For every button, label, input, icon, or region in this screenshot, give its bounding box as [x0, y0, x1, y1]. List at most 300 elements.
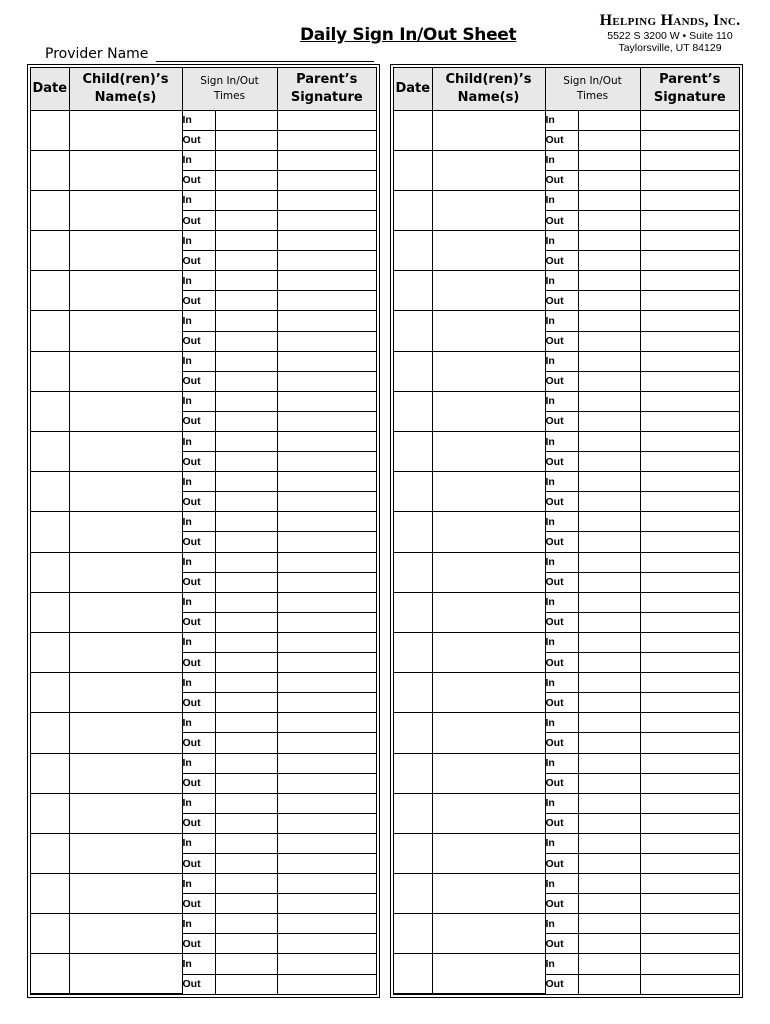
sign-in-time-cell[interactable]	[578, 874, 640, 894]
sign-in-time-cell[interactable]	[215, 632, 277, 652]
sign-in-label: In	[545, 190, 578, 210]
parent-signature-out-cell[interactable]	[640, 210, 739, 230]
date-cell[interactable]	[31, 833, 69, 873]
parent-signature-in-cell[interactable]	[640, 592, 739, 612]
sign-in-time-cell[interactable]	[215, 110, 277, 130]
sign-out-time-cell[interactable]	[578, 894, 640, 914]
child-name-cell[interactable]	[69, 713, 182, 753]
sign-out-label: Out	[182, 452, 215, 472]
sign-out-time-cell[interactable]	[215, 693, 277, 713]
child-name-cell[interactable]	[69, 391, 182, 431]
child-name-cell[interactable]	[69, 271, 182, 311]
sign-in-time-cell[interactable]	[578, 391, 640, 411]
sign-out-label: Out	[545, 813, 578, 833]
parent-signature-out-cell[interactable]	[277, 170, 376, 190]
date-cell[interactable]	[31, 110, 69, 150]
child-name-cell[interactable]	[69, 432, 182, 472]
date-cell[interactable]	[394, 713, 432, 753]
child-name-cell[interactable]	[432, 954, 545, 994]
sign-in-label: In	[545, 833, 578, 853]
table-row	[394, 713, 739, 733]
parent-signature-in-cell[interactable]	[277, 110, 376, 130]
sign-out-time-cell[interactable]	[215, 733, 277, 753]
sign-out-time-cell[interactable]	[578, 331, 640, 351]
sign-in-time-cell[interactable]	[215, 793, 277, 813]
sign-out-time-cell[interactable]	[215, 492, 277, 512]
child-name-cell[interactable]	[432, 713, 545, 753]
date-cell[interactable]	[31, 753, 69, 793]
header-times	[182, 68, 277, 110]
parent-signature-out-cell[interactable]	[277, 974, 376, 993]
child-name-cell[interactable]	[432, 190, 545, 230]
parent-signature-out-cell[interactable]	[640, 130, 739, 150]
parent-signature-out-cell[interactable]	[640, 331, 739, 351]
sign-in-time-cell[interactable]	[578, 472, 640, 492]
sign-out-time-cell[interactable]	[578, 813, 640, 833]
sign-in-time-cell[interactable]	[215, 391, 277, 411]
sign-out-label: Out	[545, 894, 578, 914]
child-name-cell[interactable]	[69, 753, 182, 793]
date-cell[interactable]	[394, 432, 432, 472]
child-name-cell[interactable]	[432, 231, 545, 271]
date-cell[interactable]	[394, 874, 432, 914]
sign-in-time-cell[interactable]	[215, 753, 277, 773]
sign-out-time-cell[interactable]	[215, 170, 277, 190]
company-name: Helping Hands, Inc.	[599, 12, 741, 29]
date-cell[interactable]	[394, 110, 432, 150]
sign-out-time-cell[interactable]	[215, 130, 277, 150]
parent-signature-out-cell[interactable]	[640, 733, 739, 753]
table-row	[394, 231, 739, 251]
sign-out-label: Out	[545, 331, 578, 351]
sign-in-time-cell[interactable]	[578, 592, 640, 612]
parent-signature-out-cell[interactable]	[640, 853, 739, 873]
sign-out-time-cell[interactable]	[215, 452, 277, 472]
sign-out-time-cell[interactable]	[215, 653, 277, 673]
sign-in-time-cell[interactable]	[578, 190, 640, 210]
date-cell[interactable]	[31, 632, 69, 672]
parent-signature-out-cell[interactable]	[277, 210, 376, 230]
child-name-cell[interactable]	[432, 512, 545, 552]
sign-in-time-cell[interactable]	[578, 713, 640, 733]
parent-signature-in-cell[interactable]	[277, 592, 376, 612]
sign-out-time-cell[interactable]	[215, 331, 277, 351]
sign-out-label: Out	[545, 572, 578, 592]
header-children	[69, 68, 182, 110]
sign-out-time-cell[interactable]	[215, 773, 277, 793]
sign-in-time-cell[interactable]	[215, 833, 277, 853]
parent-signature-in-cell[interactable]	[640, 954, 739, 974]
parent-signature-in-cell[interactable]	[640, 793, 739, 813]
sign-in-time-cell[interactable]	[578, 673, 640, 693]
child-name-cell[interactable]	[69, 512, 182, 552]
parent-signature-out-cell[interactable]	[277, 411, 376, 431]
parent-signature-in-cell[interactable]	[277, 150, 376, 170]
parent-signature-out-cell[interactable]	[640, 492, 739, 512]
parent-signature-in-cell[interactable]	[277, 673, 376, 693]
date-cell[interactable]	[31, 512, 69, 552]
child-name-cell[interactable]	[432, 271, 545, 311]
date-cell[interactable]	[394, 391, 432, 431]
date-cell[interactable]	[394, 753, 432, 793]
parent-signature-in-cell[interactable]	[640, 753, 739, 773]
parent-signature-out-cell[interactable]	[277, 251, 376, 271]
sign-in-time-cell[interactable]	[215, 271, 277, 291]
parent-signature-out-cell[interactable]	[277, 331, 376, 351]
parent-signature-in-cell[interactable]	[277, 432, 376, 452]
child-name-cell[interactable]	[69, 472, 182, 512]
parent-signature-out-cell[interactable]	[277, 693, 376, 713]
sign-out-time-cell[interactable]	[578, 693, 640, 713]
date-cell[interactable]	[394, 311, 432, 351]
parent-signature-out-cell[interactable]	[640, 170, 739, 190]
child-name-cell[interactable]	[69, 793, 182, 833]
date-cell[interactable]	[31, 311, 69, 351]
sign-out-label: Out	[182, 371, 215, 391]
date-cell[interactable]	[31, 432, 69, 472]
table-row	[31, 793, 376, 813]
parent-signature-in-cell[interactable]	[640, 432, 739, 452]
sign-out-time-cell[interactable]	[578, 612, 640, 632]
header-signature	[277, 68, 376, 110]
child-name-cell[interactable]	[69, 833, 182, 873]
sign-in-label: In	[545, 793, 578, 813]
sign-out-time-cell[interactable]	[215, 612, 277, 632]
date-cell[interactable]	[394, 914, 432, 954]
parent-signature-in-cell[interactable]	[277, 472, 376, 492]
header-times	[545, 68, 640, 110]
date-cell[interactable]	[31, 231, 69, 271]
child-name-cell[interactable]	[432, 632, 545, 672]
parent-signature-out-cell[interactable]	[277, 572, 376, 592]
sign-in-time-cell[interactable]	[215, 914, 277, 934]
date-cell[interactable]	[394, 190, 432, 230]
sign-in-time-cell[interactable]	[578, 632, 640, 652]
sign-in-time-cell[interactable]	[578, 833, 640, 853]
parent-signature-in-cell[interactable]	[640, 351, 739, 371]
parent-signature-out-cell[interactable]	[640, 974, 739, 993]
table-row	[394, 432, 739, 452]
date-cell[interactable]	[31, 914, 69, 954]
sign-out-time-cell[interactable]	[578, 210, 640, 230]
parent-signature-out-cell[interactable]	[640, 693, 739, 713]
sign-out-time-cell[interactable]	[215, 210, 277, 230]
sign-in-time-cell[interactable]	[578, 351, 640, 371]
date-cell[interactable]	[394, 512, 432, 552]
date-cell[interactable]	[31, 271, 69, 311]
date-cell[interactable]	[31, 793, 69, 833]
child-name-cell[interactable]	[432, 874, 545, 914]
child-name-cell[interactable]	[432, 552, 545, 592]
date-cell[interactable]	[31, 391, 69, 431]
parent-signature-out-cell[interactable]	[277, 813, 376, 833]
date-cell[interactable]	[31, 150, 69, 190]
parent-signature-in-cell[interactable]	[277, 231, 376, 251]
parent-signature-out-cell[interactable]	[640, 934, 739, 954]
sign-in-time-cell[interactable]	[215, 311, 277, 331]
sign-out-time-cell[interactable]	[578, 532, 640, 552]
parent-signature-in-cell[interactable]	[640, 150, 739, 170]
child-name-cell[interactable]	[432, 914, 545, 954]
child-name-cell[interactable]	[69, 552, 182, 592]
parent-signature-in-cell[interactable]	[277, 351, 376, 371]
parent-signature-out-cell[interactable]	[640, 452, 739, 472]
sign-in-label: In	[182, 351, 215, 371]
date-cell[interactable]	[31, 592, 69, 632]
parent-signature-out-cell[interactable]	[640, 291, 739, 311]
sign-in-time-cell[interactable]	[578, 753, 640, 773]
parent-signature-in-cell[interactable]	[640, 311, 739, 331]
parent-signature-out-cell[interactable]	[277, 934, 376, 954]
child-name-cell[interactable]	[69, 954, 182, 994]
child-name-cell[interactable]	[432, 150, 545, 190]
child-name-cell[interactable]	[432, 472, 545, 512]
parent-signature-in-cell[interactable]	[277, 753, 376, 773]
sign-out-time-cell[interactable]	[578, 371, 640, 391]
parent-signature-out-cell[interactable]	[277, 653, 376, 673]
date-cell[interactable]	[31, 954, 69, 994]
sign-in-time-cell[interactable]	[215, 150, 277, 170]
child-name-cell[interactable]	[69, 874, 182, 914]
parent-signature-in-cell[interactable]	[277, 954, 376, 974]
parent-signature-in-cell[interactable]	[277, 552, 376, 572]
sign-out-time-cell[interactable]	[578, 411, 640, 431]
parent-signature-in-cell[interactable]	[277, 391, 376, 411]
parent-signature-in-cell[interactable]	[640, 110, 739, 130]
parent-signature-out-cell[interactable]	[640, 813, 739, 833]
sign-out-time-cell[interactable]	[578, 974, 640, 993]
date-cell[interactable]	[31, 552, 69, 592]
child-name-cell[interactable]	[432, 592, 545, 632]
sign-out-label: Out	[182, 934, 215, 954]
sign-in-time-cell[interactable]	[578, 552, 640, 572]
sign-out-label: Out	[545, 653, 578, 673]
sign-out-time-cell[interactable]	[215, 934, 277, 954]
sign-in-time-cell[interactable]	[215, 713, 277, 733]
parent-signature-out-cell[interactable]	[277, 452, 376, 472]
parent-signature-in-cell[interactable]	[277, 713, 376, 733]
sign-out-time-cell[interactable]	[215, 572, 277, 592]
parent-signature-in-cell[interactable]	[277, 512, 376, 532]
child-name-cell[interactable]	[69, 150, 182, 190]
child-name-cell[interactable]	[69, 231, 182, 271]
sign-out-time-cell[interactable]	[578, 492, 640, 512]
sign-out-label: Out	[182, 291, 215, 311]
sign-out-time-cell[interactable]	[578, 291, 640, 311]
sign-out-time-cell[interactable]	[215, 894, 277, 914]
date-cell[interactable]	[394, 472, 432, 512]
date-cell[interactable]	[31, 673, 69, 713]
table-row	[31, 472, 376, 492]
parent-signature-in-cell[interactable]	[277, 874, 376, 894]
sign-out-time-cell[interactable]	[578, 130, 640, 150]
sign-out-time-cell[interactable]	[215, 251, 277, 271]
child-name-cell[interactable]	[432, 432, 545, 472]
date-cell[interactable]	[31, 190, 69, 230]
parent-signature-in-cell[interactable]	[277, 271, 376, 291]
parent-signature-in-cell[interactable]	[640, 271, 739, 291]
date-cell[interactable]	[394, 231, 432, 271]
sign-out-time-cell[interactable]	[578, 452, 640, 472]
child-name-cell[interactable]	[69, 110, 182, 150]
sign-out-time-cell[interactable]	[215, 371, 277, 391]
child-name-cell[interactable]	[432, 753, 545, 793]
parent-signature-out-cell[interactable]	[640, 532, 739, 552]
table-row	[31, 552, 376, 572]
sign-out-time-cell[interactable]	[578, 572, 640, 592]
sign-out-time-cell[interactable]	[578, 773, 640, 793]
date-cell[interactable]	[394, 954, 432, 994]
parent-signature-in-cell[interactable]	[640, 391, 739, 411]
sign-in-time-cell[interactable]	[578, 432, 640, 452]
parent-signature-out-cell[interactable]	[277, 612, 376, 632]
table-row	[31, 833, 376, 853]
parent-signature-out-cell[interactable]	[277, 291, 376, 311]
sign-out-label: Out	[182, 532, 215, 552]
sign-out-time-cell[interactable]	[578, 934, 640, 954]
parent-signature-in-cell[interactable]	[640, 512, 739, 532]
child-name-cell[interactable]	[432, 673, 545, 713]
sign-in-time-cell[interactable]	[578, 311, 640, 331]
parent-signature-in-cell[interactable]	[640, 914, 739, 934]
header-signature-line1: Parent’s	[296, 71, 358, 87]
sign-out-time-cell[interactable]	[578, 733, 640, 753]
parent-signature-out-cell[interactable]	[640, 773, 739, 793]
parent-signature-in-cell[interactable]	[640, 673, 739, 693]
sign-in-time-cell[interactable]	[215, 512, 277, 532]
sign-in-time-cell[interactable]	[578, 954, 640, 974]
sign-out-time-cell[interactable]	[578, 251, 640, 271]
sign-in-time-cell[interactable]	[215, 673, 277, 693]
sign-in-label: In	[545, 673, 578, 693]
parent-signature-in-cell[interactable]	[277, 914, 376, 934]
child-name-cell[interactable]	[432, 793, 545, 833]
date-cell[interactable]	[31, 351, 69, 391]
parent-signature-out-cell[interactable]	[277, 130, 376, 150]
sign-out-time-cell[interactable]	[215, 411, 277, 431]
parent-signature-out-cell[interactable]	[640, 612, 739, 632]
sign-out-time-cell[interactable]	[215, 813, 277, 833]
child-name-cell[interactable]	[432, 311, 545, 351]
date-cell[interactable]	[31, 713, 69, 753]
date-cell[interactable]	[31, 472, 69, 512]
parent-signature-out-cell[interactable]	[277, 492, 376, 512]
table-row	[394, 391, 739, 411]
sign-in-label: In	[182, 713, 215, 733]
sign-in-time-cell[interactable]	[578, 271, 640, 291]
parent-signature-in-cell[interactable]	[277, 632, 376, 652]
date-cell[interactable]	[394, 793, 432, 833]
parent-signature-out-cell[interactable]	[277, 773, 376, 793]
date-cell[interactable]	[394, 833, 432, 873]
parent-signature-out-cell[interactable]	[640, 251, 739, 271]
parent-signature-in-cell[interactable]	[640, 713, 739, 733]
sign-in-time-cell[interactable]	[215, 472, 277, 492]
sign-in-time-cell[interactable]	[215, 190, 277, 210]
parent-signature-in-cell[interactable]	[640, 833, 739, 853]
date-cell[interactable]	[394, 271, 432, 311]
parent-signature-out-cell[interactable]	[640, 371, 739, 391]
child-name-cell[interactable]	[432, 110, 545, 150]
sign-out-time-cell[interactable]	[578, 170, 640, 190]
sign-in-time-cell[interactable]	[578, 110, 640, 130]
date-cell[interactable]	[394, 552, 432, 592]
sign-in-time-cell[interactable]	[215, 432, 277, 452]
sign-out-time-cell[interactable]	[215, 974, 277, 993]
child-name-cell[interactable]	[432, 391, 545, 431]
parent-signature-out-cell[interactable]	[277, 532, 376, 552]
parent-signature-out-cell[interactable]	[277, 894, 376, 914]
date-cell[interactable]	[394, 632, 432, 672]
parent-signature-in-cell[interactable]	[640, 632, 739, 652]
parent-signature-out-cell[interactable]	[640, 572, 739, 592]
parent-signature-out-cell[interactable]	[277, 371, 376, 391]
child-name-cell[interactable]	[69, 592, 182, 632]
date-cell[interactable]	[31, 874, 69, 914]
child-name-cell[interactable]	[69, 190, 182, 230]
parent-signature-in-cell[interactable]	[640, 231, 739, 251]
parent-signature-out-cell[interactable]	[277, 853, 376, 873]
child-name-cell[interactable]	[69, 351, 182, 391]
sign-in-time-cell[interactable]	[215, 954, 277, 974]
sign-out-label: Out	[545, 532, 578, 552]
date-cell[interactable]	[394, 351, 432, 391]
sign-out-time-cell[interactable]	[578, 653, 640, 673]
sign-in-time-cell[interactable]	[215, 351, 277, 371]
sign-in-time-cell[interactable]	[215, 874, 277, 894]
parent-signature-in-cell[interactable]	[640, 874, 739, 894]
sign-in-time-cell[interactable]	[578, 914, 640, 934]
table-row	[394, 954, 739, 974]
sign-in-time-cell[interactable]	[578, 150, 640, 170]
parent-signature-in-cell[interactable]	[640, 472, 739, 492]
child-name-cell[interactable]	[69, 632, 182, 672]
sign-out-time-cell[interactable]	[215, 291, 277, 311]
child-name-cell[interactable]	[69, 914, 182, 954]
parent-signature-in-cell[interactable]	[640, 190, 739, 210]
parent-signature-out-cell[interactable]	[640, 653, 739, 673]
header-children-line2: Name(s)	[94, 89, 157, 105]
parent-signature-in-cell[interactable]	[277, 793, 376, 813]
sign-out-time-cell[interactable]	[578, 853, 640, 873]
sign-in-time-cell[interactable]	[578, 512, 640, 532]
sign-in-time-cell[interactable]	[578, 231, 640, 251]
table-row	[394, 311, 739, 331]
child-name-cell[interactable]	[69, 673, 182, 713]
sign-in-time-cell[interactable]	[578, 793, 640, 813]
parent-signature-in-cell[interactable]	[277, 190, 376, 210]
parent-signature-in-cell[interactable]	[277, 833, 376, 853]
child-name-cell[interactable]	[432, 833, 545, 873]
child-name-cell[interactable]	[69, 311, 182, 351]
parent-signature-out-cell[interactable]	[640, 411, 739, 431]
sign-in-time-cell[interactable]	[215, 592, 277, 612]
sign-out-time-cell[interactable]	[215, 853, 277, 873]
child-name-cell[interactable]	[432, 351, 545, 391]
parent-signature-out-cell[interactable]	[640, 894, 739, 914]
sign-in-time-cell[interactable]	[215, 552, 277, 572]
sign-in-time-cell[interactable]	[215, 231, 277, 251]
parent-signature-out-cell[interactable]	[277, 733, 376, 753]
parent-signature-in-cell[interactable]	[640, 552, 739, 572]
date-cell[interactable]	[394, 150, 432, 190]
date-cell[interactable]	[394, 592, 432, 632]
date-cell[interactable]	[394, 673, 432, 713]
sign-out-time-cell[interactable]	[215, 532, 277, 552]
parent-signature-in-cell[interactable]	[277, 311, 376, 331]
sign-in-label: In	[182, 391, 215, 411]
provider-name-input[interactable]	[156, 47, 374, 62]
